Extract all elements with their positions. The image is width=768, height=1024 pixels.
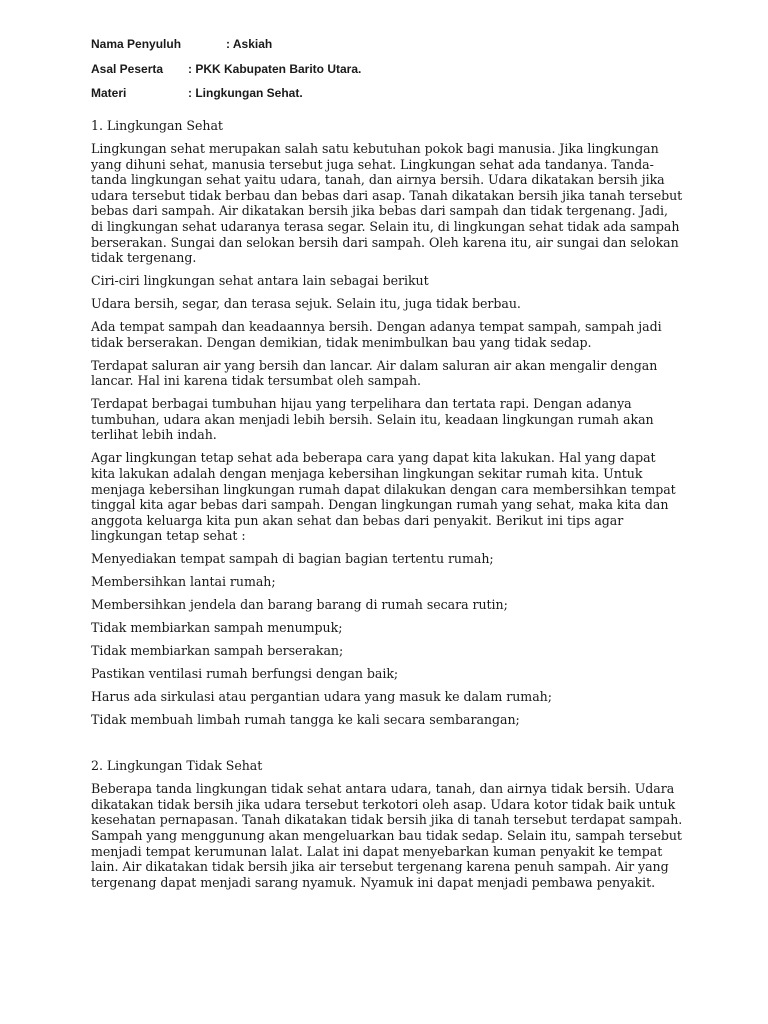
list-item: Membersihkan jendela dan barang barang di rumah secara rutin; [91, 597, 508, 613]
header-value: : PKK Kabupaten Barito Utara. [188, 62, 362, 76]
list-item: Udara bersih, segar, dan terasa sejuk. Selain itu, juga tidak berbau. [91, 296, 521, 312]
paragraph: Beberapa tanda lingkungan tidak sehat antara udara, tanah, dan airnya tidak bersih. Udara dikatakan tidak bersih jika udara tersebut terkotori oleh asap. Udara kotor tidak baik untuk kesehatan pernapasan. Tanah dikatakan tidak bersih jika di tanah tersebut terdapat sampah. Sampah yang menggunung akan mengeluarkan bau tidak sedap. Selain itu, sampah tersebut menjadi tempat kerumunan lalat. Lalat ini dapat menyebarkan kuman penyakit ke tempat lain. Air dikatakan tidak bersih jika air tersebut tergenang karena penuh sampah. Air yang tergenang dapat menjadi sarang nyamuk. Nyamuk ini dapat menjadi pembawa penyakit. [91, 781, 683, 890]
list-item: Tidak membiarkan sampah menumpuk; [91, 620, 343, 636]
header-label: Nama Penyuluh [91, 37, 182, 51]
paragraph: Lingkungan sehat merupakan salah satu kebutuhan pokok bagi manusia. Jika lingkungan yang dihuni sehat, manusia tersebut juga sehat. Lingkungan sehat ada tandanya. Tanda-tanda lingkungan sehat yaitu udara, tanah, dan airnya bersih. Udara dikatakan bersih jika udara tersebut tidak berbau dan bebas dari asap. Tanah dikatakan bersih jika tanah tersebut bebas dari sampah. Air dikatakan bersih jika bebas dari sampah dan tidak tergenang. Jadi, di lingkungan sehat udaranya terasa segar. Selain itu, di lingkungan sehat tidak ada sampah berserakan. Sungai dan selokan bersih dari sampah. Oleh karena itu, air sungai dan selokan tidak tergenang. [91, 140, 683, 266]
list-item: Menyediakan tempat sampah di bagian bagian tertentu rumah; [91, 551, 494, 567]
header-row-peserta [91, 62, 362, 76]
header-value: : Askiah [226, 37, 273, 51]
section-title: 1. Lingkungan Sehat [91, 118, 223, 133]
list-item: Terdapat saluran air yang bersih dan lancar. Air dalam saluran air akan mengalir dengan lancar. Hal ini karena tidak tersumbat oleh sampah. [91, 357, 658, 389]
header-value: : Lingkungan Sehat. [188, 86, 303, 100]
section-title: 2. Lingkungan Tidak Sehat [91, 758, 263, 774]
list-item: Membersihkan lantai rumah; [91, 574, 276, 590]
list-item: Tidak membiarkan sampah berserakan; [91, 643, 344, 659]
list-item: Terdapat berbagai tumbuhan hijau yang terpelihara dan tertata rapi. Dengan adanya tumbuhan, udara akan menjadi lebih bersih. Selain itu, keadaan lingkungan rumah akan terlihat lebih indah. [91, 396, 654, 443]
list-item: Harus ada sirkulasi atau pergantian udara yang masuk ke dalam rumah; [91, 689, 552, 705]
header-row-materi [91, 86, 303, 100]
document-body [91, 118, 683, 898]
list-item: Ada tempat sampah dan keadaannya bersih. Dengan adanya tempat sampah, sampah jadi tidak berserakan. Dengan demikian, tidak menimbulkan bau yang tidak sedap. [91, 319, 662, 350]
spacer [91, 735, 683, 758]
list-item: Tidak membuah limbah rumah tangga ke kali secara sembarangan; [91, 712, 520, 728]
list-item: Pastikan ventilasi rumah berfungsi dengan baik; [91, 666, 399, 682]
header-row-penyuluh [91, 37, 273, 51]
paragraph: Agar lingkungan tetap sehat ada beberapa cara yang dapat kita lakukan. Hal yang dapat kita lakukan adalah dengan menjaga kebersihan lingkungan sekitar rumah kita. Untuk menjaga kebersihan lingkungan rumah dapat dilakukan dengan cara membersihkan tempat tinggal kita agar bebas dari sampah. Dengan lingkungan rumah yang sehat, maka kita dan anggota keluarga kita pun akan sehat dan bebas dari penyakit. Berikut ini tips agar lingkungan tetap sehat : [91, 450, 676, 544]
header-label: Materi [91, 86, 127, 100]
header-label: Asal Peserta [91, 62, 164, 76]
paragraph: Ciri-ciri lingkungan sehat antara lain sebagai berikut [91, 273, 429, 289]
